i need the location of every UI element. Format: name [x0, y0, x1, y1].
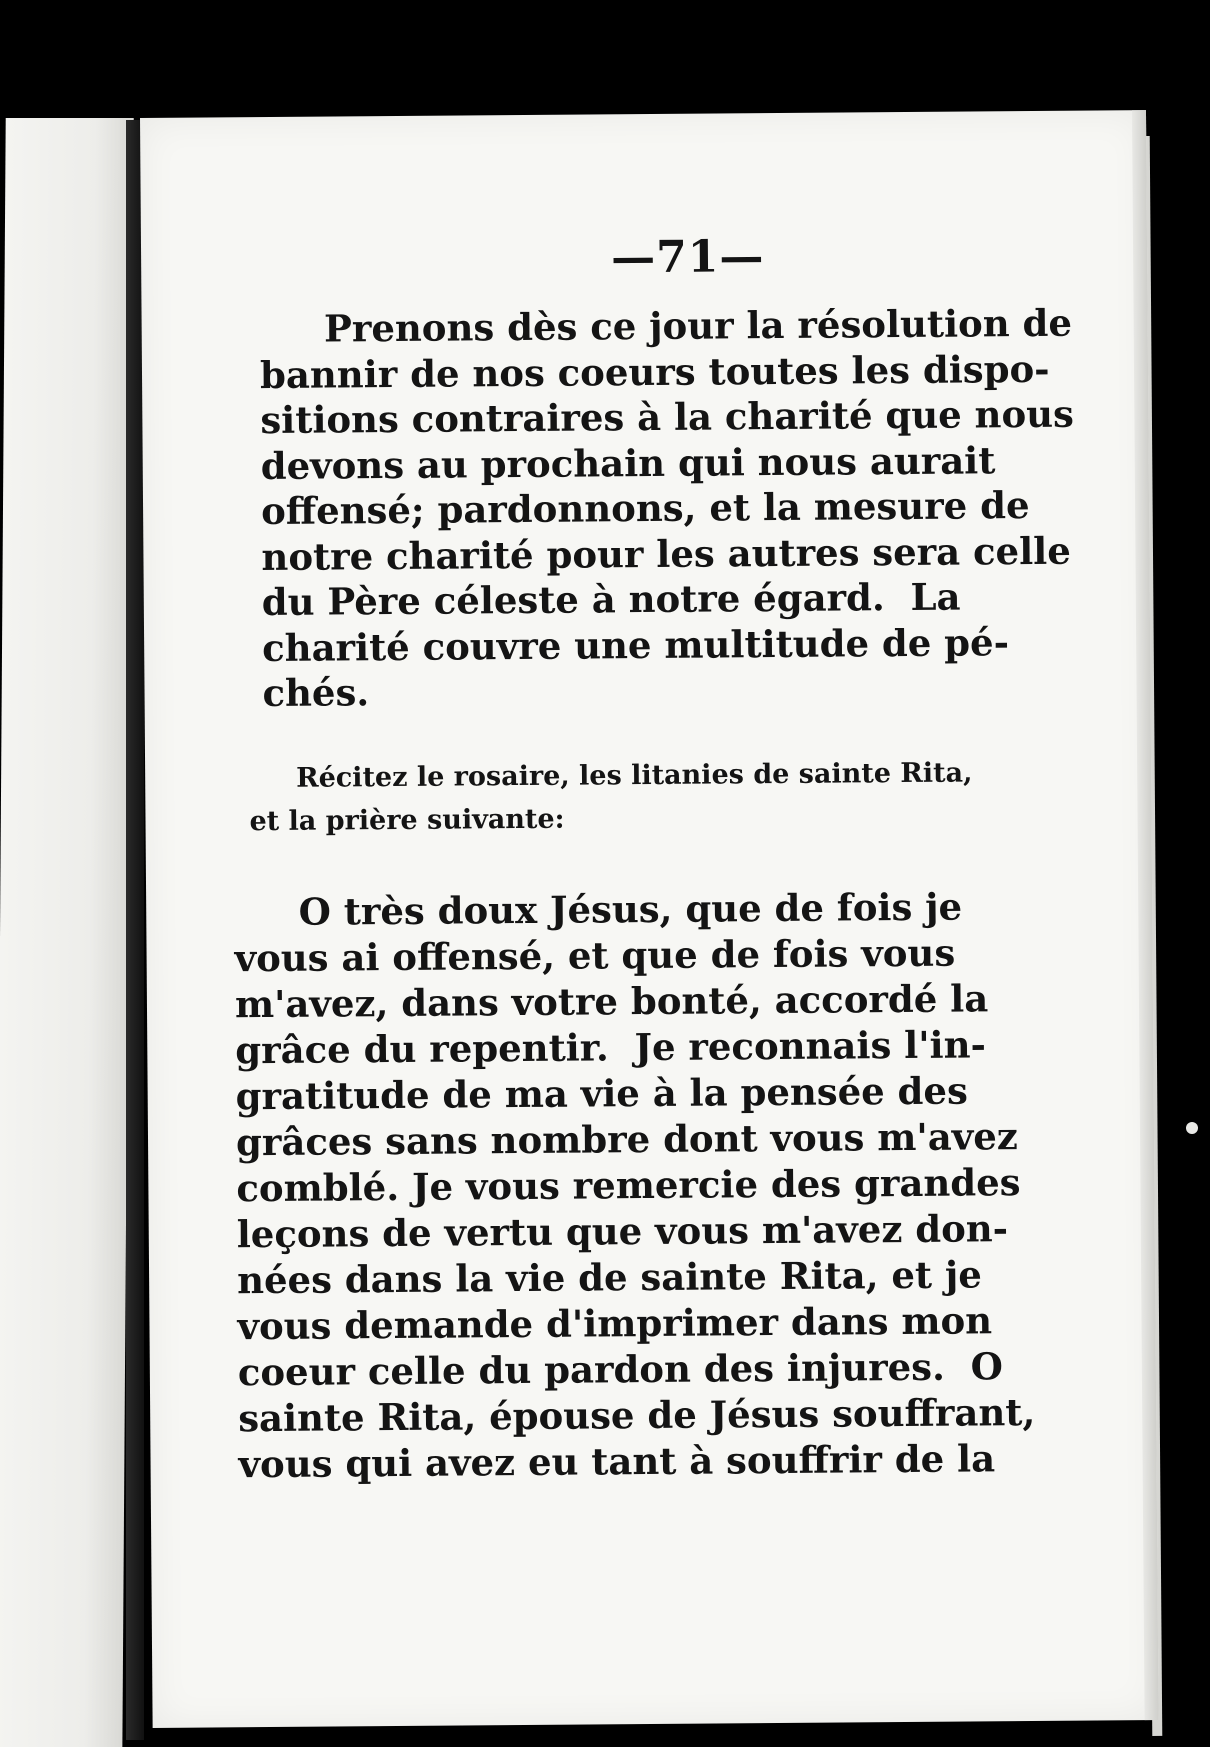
- text-line: offensé; pardonnons, et la mesure de: [260, 483, 1030, 534]
- prayer-instruction: [249, 751, 973, 843]
- paragraph-prayer: [234, 883, 1036, 1487]
- text-line: O très doux Jésus, que de fois je: [234, 884, 963, 935]
- text-line: vous demande d'imprimer dans mon: [237, 1298, 993, 1349]
- text-line: du Père céleste à notre égard. La: [261, 574, 961, 625]
- text-line: vous qui avez eu tant à souffrir de la: [238, 1436, 996, 1487]
- text-line: gratitude de ma vie à la pensée des: [235, 1068, 969, 1119]
- text-line: leçons de vertu que vous m'avez don-: [236, 1206, 1009, 1257]
- text-line: Récitez le rosaire, les litanies de sainte Rita,: [249, 757, 973, 795]
- text-line: coeur celle du pardon des injures. O: [237, 1344, 1004, 1395]
- text-line: notre charité pour les autres sera celle: [261, 528, 1071, 579]
- text-line: vous ai offensé, et que de fois vous: [234, 930, 956, 981]
- text-line: m'avez, dans votre bonté, accordé la: [234, 976, 989, 1027]
- facing-page-edge: [0, 118, 134, 1747]
- text-line: grâce du repentir. Je reconnais l'in-: [235, 1022, 987, 1073]
- page-number: —71—: [610, 231, 765, 284]
- text-line: devons au prochain qui nous aurait: [260, 437, 996, 488]
- text-line: sainte Rita, épouse de Jésus souffrant,: [238, 1390, 1036, 1441]
- scan-artifact-dot: [1186, 1122, 1198, 1134]
- text-line: comblé. Je vous remercie des grandes: [236, 1160, 1021, 1211]
- text-line: et la prière suivante:: [249, 803, 565, 838]
- text-line: grâces sans nombre dont vous m'avez: [235, 1114, 1018, 1165]
- text-line: nées dans la vie de sainte Rita, et je: [236, 1252, 982, 1303]
- text-line: bannir de nos coeurs toutes les dispo-: [259, 346, 1050, 397]
- text-line: sitions contraires à la charité que nous: [260, 391, 1075, 443]
- paragraph-resolution: [259, 301, 1076, 717]
- text-line: chés.: [262, 670, 370, 716]
- text-line: charité couvre une multitude de pé-: [261, 619, 1010, 670]
- text-line: Prenons dès ce jour la résolution de: [259, 300, 1073, 352]
- book-page: [140, 110, 1159, 1728]
